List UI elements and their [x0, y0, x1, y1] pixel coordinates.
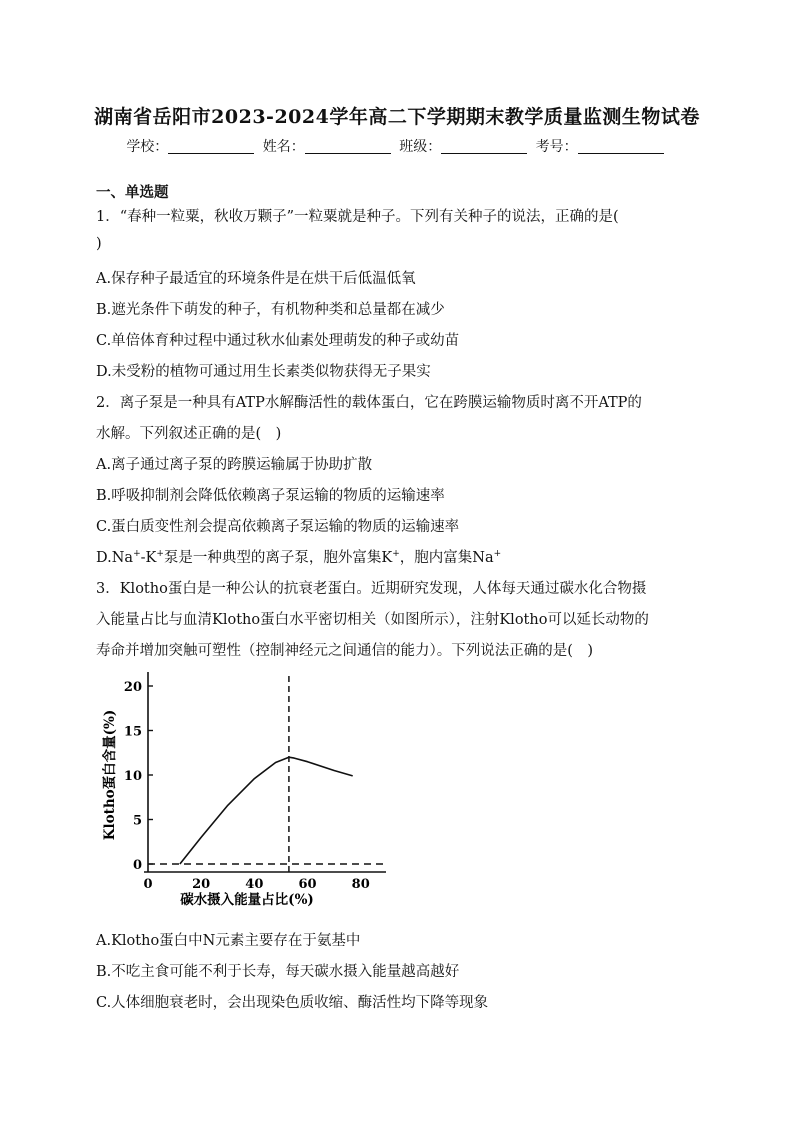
q3-option-c: C.人体细胞衰老时，会出现染色质收缩、酶活性均下降等现象: [96, 995, 489, 1011]
class-label: 班级：: [399, 139, 442, 155]
x-tick-label: 60: [298, 877, 317, 892]
q1-option-a: A.保存种子最适宜的环境条件是在烘干后低温低氧: [96, 271, 416, 287]
q3-option-b: B.不吃主食可能不利于长寿，每天碳水摄入能量越高越好: [96, 964, 460, 980]
x-tick-label: 0: [143, 877, 153, 892]
x-tick-label: 20: [192, 877, 211, 892]
x-tick-label: 80: [351, 877, 370, 892]
q1-option-d: D.未受粉的植物可通过用生长素类似物获得无子果实: [96, 364, 431, 380]
class-field[interactable]: [441, 139, 527, 154]
y-axis-label: Klotho蛋白含量(%): [102, 709, 118, 841]
q2-stem-line2: 水解。下列叙述正确的是( ): [96, 426, 282, 442]
number-field[interactable]: [578, 139, 664, 154]
school-label: 学校：: [126, 139, 169, 155]
q3-option-a: A.Klotho蛋白中N元素主要存在于氨基中: [96, 933, 361, 949]
page-title: 湖南省岳阳市2023-2024学年高二下学期期末教学质量监测生物试卷: [94, 106, 700, 128]
student-info-row: [0, 136, 794, 156]
q1-option-b: B.遮光条件下萌发的种子，有机物种类和总量都在减少: [96, 302, 445, 318]
section-heading: 一、单选题: [96, 185, 169, 201]
q3-stem-line2: 入能量占比与血清Klotho蛋白水平密切相关（如图所示），注射Klotho可以延长动物的: [96, 612, 649, 628]
school-field[interactable]: [168, 139, 254, 154]
q1-stem-line1: 1．“春种一粒粟，秋收万颗子”一粒粟就是种子。下列有关种子的说法，正确的是(: [96, 209, 619, 225]
q1-option-c: C.单倍体育种过程中通过秋水仙素处理萌发的种子或幼苗: [96, 333, 460, 349]
y-tick-label: 20: [123, 680, 142, 695]
q3-stem-line1: 3．Klotho蛋白是一种公认的抗衰老蛋白。近期研究发现，人体每天通过碳水化合物摄: [96, 581, 647, 597]
y-tick-label: 5: [132, 813, 142, 829]
q2-option-c: C.蛋白质变性剂会提高依赖离子泵运输的物质的运输速率: [96, 519, 460, 535]
name-label: 姓名：: [262, 139, 305, 155]
q3-stem-line3: 寿命并增加突触可塑性（控制神经元之间通信的能力）。下列说法正确的是( ): [96, 643, 594, 659]
klotho-chart: [98, 672, 388, 912]
number-label: 考号：: [535, 139, 578, 155]
y-tick-label: 15: [123, 724, 142, 740]
klotho-curve: [180, 757, 353, 864]
x-axis-label: 碳水摄入能量占比(%): [180, 892, 314, 908]
q1-stem-line2: ): [96, 236, 102, 252]
q2-option-a: A.离子通过离子泵的跨膜运输属于协助扩散: [96, 457, 373, 473]
q2-stem-line1: 2．离子泵是一种具有ATP水解酶活性的载体蛋白，它在跨膜运输物质时离不开ATP的: [96, 395, 642, 411]
x-tick-label: 40: [245, 877, 264, 892]
name-field[interactable]: [305, 139, 391, 154]
q2-option-d: D.Na+-K+泵是一种典型的离子泵，胞外富集K+，胞内富集Na+: [96, 549, 502, 566]
q2-option-b: B.呼吸抑制剂会降低依赖离子泵运输的物质的运输速率: [96, 488, 445, 504]
y-tick-label: 10: [123, 769, 142, 784]
y-tick-label: 0: [132, 858, 142, 873]
